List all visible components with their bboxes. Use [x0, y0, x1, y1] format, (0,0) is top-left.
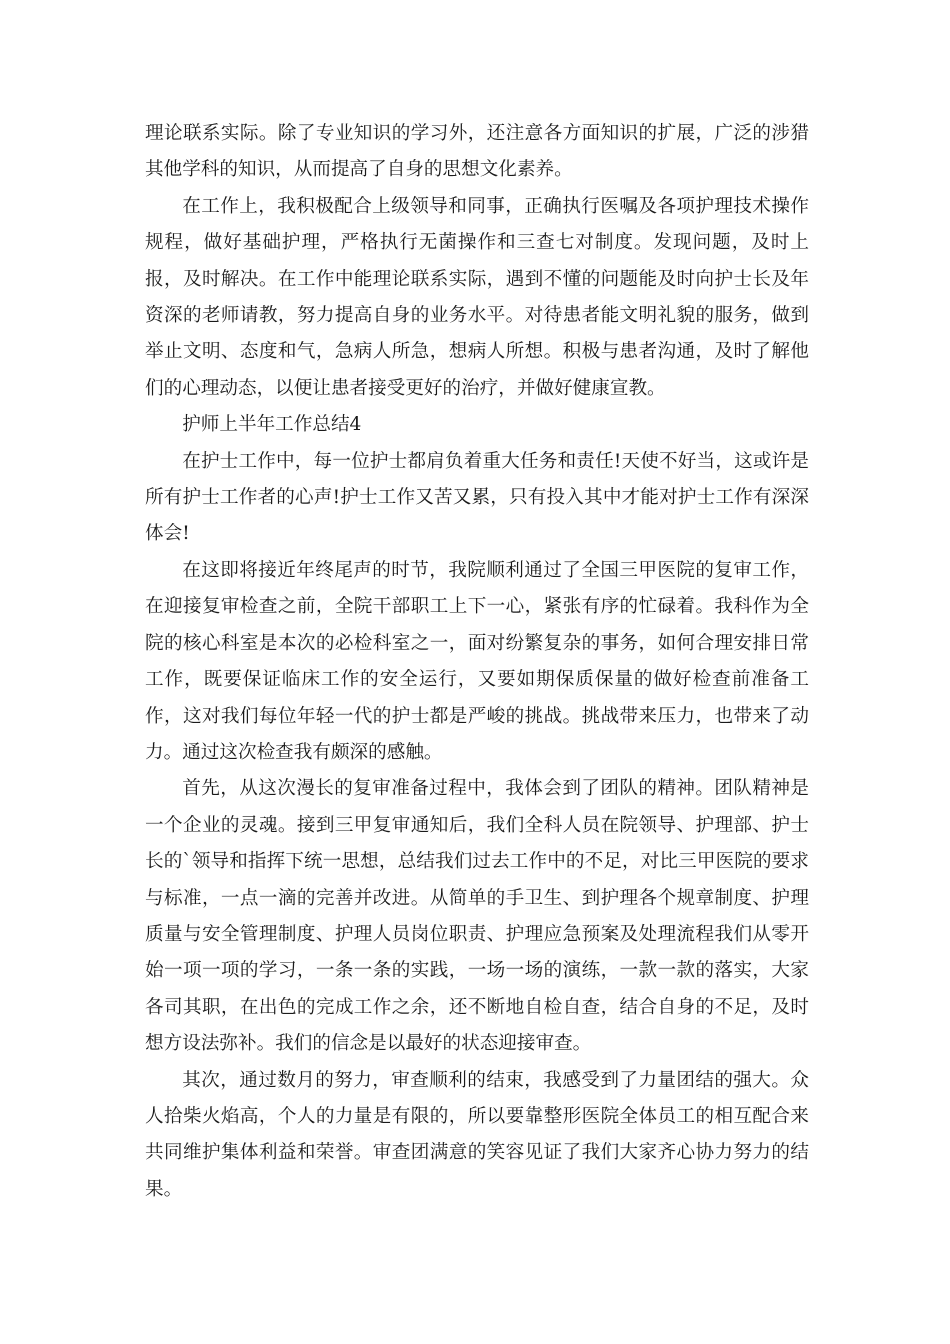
paragraph: 在工作上，我积极配合上级领导和同事，正确执行医嘱及各项护理技术操作规程，做好基础护理，严格执行无菌操作和三查七对制度。发现问题，及时上报，及时解决。在工作中能理论联系实际，遇到不懂的问题能及时向护士长及年资深的老师请教，努力提高自身的业务水平。对待患者能文明礼貌的服务，做到举止文明、态度和气，急病人所急，想病人所想。积极与患者沟通，及时了解他们的心理动态，以便让患者接受更好的治疗，并做好健康宣教。 [145, 195, 809, 399]
paragraph: 在这即将接近年终尾声的时节，我院顺利通过了全国三甲医院的复审工作，在迎接复审检查之前，全院干部职工上下一心，紧张有序的忙碌着。我科作为全院的核心科室是本次的必检科室之一，面对纷繁复杂的事务，如何合理安排日常工作，既要保证临床工作的安全运行，又要如期保质保量的做好检查前准备工作，这对我们每位年轻一代的护士都是严峻的挑战。挑战带来压力，也带来了动力。通过这次检查我有颇深的感触。 [145, 559, 809, 763]
paragraph: 理论联系实际。除了专业知识的学习外，还注意各方面知识的扩展，广泛的涉猎其他学科的知识，从而提高了自身的思想文化素养。 [145, 123, 809, 181]
document-body [145, 116, 809, 1208]
paragraph: 在护士工作中，每一位护士都肩负着重大任务和责任!天使不好当，这或许是所有护士工作者的心声!护士工作又苦又累，只有投入其中才能对护士工作有深深体会! [145, 450, 809, 545]
paragraph: 首先，从这次漫长的复审准备过程中，我体会到了团队的精神。团队精神是一个企业的灵魂。接到三甲复审通知后，我们全科人员在院领导、护理部、护士长的`领导和指挥下统一思想，总结我们过去工作中的不足，对比三甲医院的要求与标准，一点一滴的完善并改进。从简单的手卫生、到护理各个规章制度、护理质量与安全管理制度、护理人员岗位职责、护理应急预案及处理流程我们从零开始一项一项的学习，一条一条的实践，一场一场的演练，一款一款的落实，大家各司其职，在出色的完成工作之余，还不断地自检自查，结合自身的不足，及时想方设法弥补。我们的信念是以最好的状态迎接审查。 [145, 778, 809, 1055]
section-heading: 护师上半年工作总结4 [182, 414, 362, 436]
paragraph: 其次，通过数月的努力，审查顺利的结束，我感受到了力量团结的强大。众人拾柴火焰高，个人的力量是有限的，所以要靠整形医院全体员工的相互配合来共同维护集体利益和荣誉。审查团满意的笑容见证了我们大家齐心协力努力的结果。 [145, 1069, 809, 1200]
